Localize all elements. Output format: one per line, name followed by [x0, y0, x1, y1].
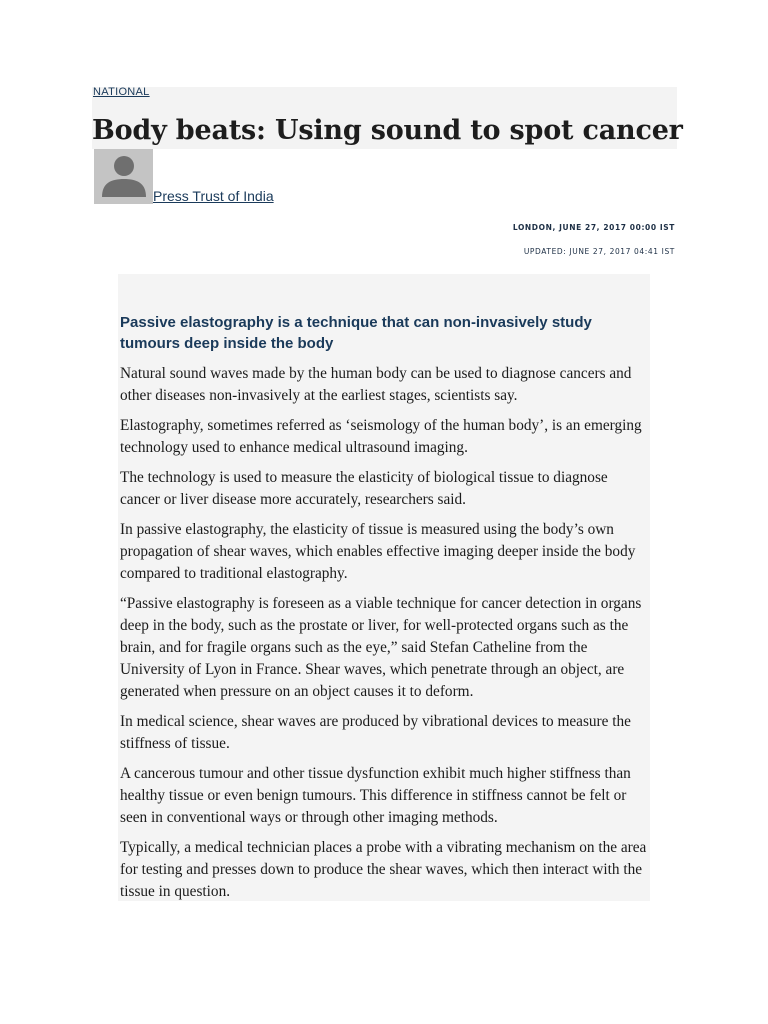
- section-link[interactable]: NATIONAL: [93, 86, 150, 98]
- article-body: [120, 363, 648, 911]
- article-paragraph: In medical science, shear waves are produced by vibrational devices to measure the stiffness of tissue.: [120, 713, 631, 752]
- updated-timestamp: UPDATED: JUNE 27, 2017 04:41 IST: [523, 247, 675, 256]
- headline: Body beats: Using sound to spot cancer: [92, 115, 683, 146]
- article-deck: Passive elastography is a technique that can non-invasively study tumours deep inside the body: [120, 314, 592, 352]
- article-paragraph: “Passive elastography is foreseen as a viable technique for cancer detection in organs deep in the body, such as the prostate or liver, for well-protected organs such as the brain, and for fragile organs such as the eye,” said Stefan Catheline from the University of Lyon in France. Shear waves, which penetrate through an object, are generated when pressure on an object causes it to deform.: [120, 595, 642, 700]
- article-paragraph: A cancerous tumour and other tissue dysfunction exhibit much higher stiffness than healthy tissue or even benign tumours. This difference in stiffness cannot be felt or seen in conventional ways or through other imaging methods.: [120, 765, 631, 826]
- article-paragraph: Elastography, sometimes referred as ‘seismology of the human body’, is an emerging technology used to enhance medical ultrasound imaging.: [120, 417, 642, 456]
- article-paragraph: In passive elastography, the elasticity of tissue is measured using the body’s own propagation of shear waves, which enables effective imaging deeper inside the body compared to traditional elastography.: [120, 521, 636, 582]
- user-silhouette-icon: [94, 149, 153, 204]
- article-paragraph: Natural sound waves made by the human body can be used to diagnose cancers and other diseases non-invasively at the earliest stages, scientists say.: [120, 365, 632, 404]
- author-avatar-icon: [94, 149, 153, 204]
- author-link[interactable]: Press Trust of India: [153, 188, 274, 204]
- article-paragraph: Typically, a medical technician places a probe with a vibrating mechanism on the area for testing and presses down to produce the shear waves, which then interact with the tissue in question.: [120, 839, 647, 900]
- article-paragraph: The technology is used to measure the elasticity of biological tissue to diagnose cancer or liver disease more accurately, researchers said.: [120, 469, 608, 508]
- dateline: LONDON, JUNE 27, 2017 00:00 IST: [512, 223, 675, 232]
